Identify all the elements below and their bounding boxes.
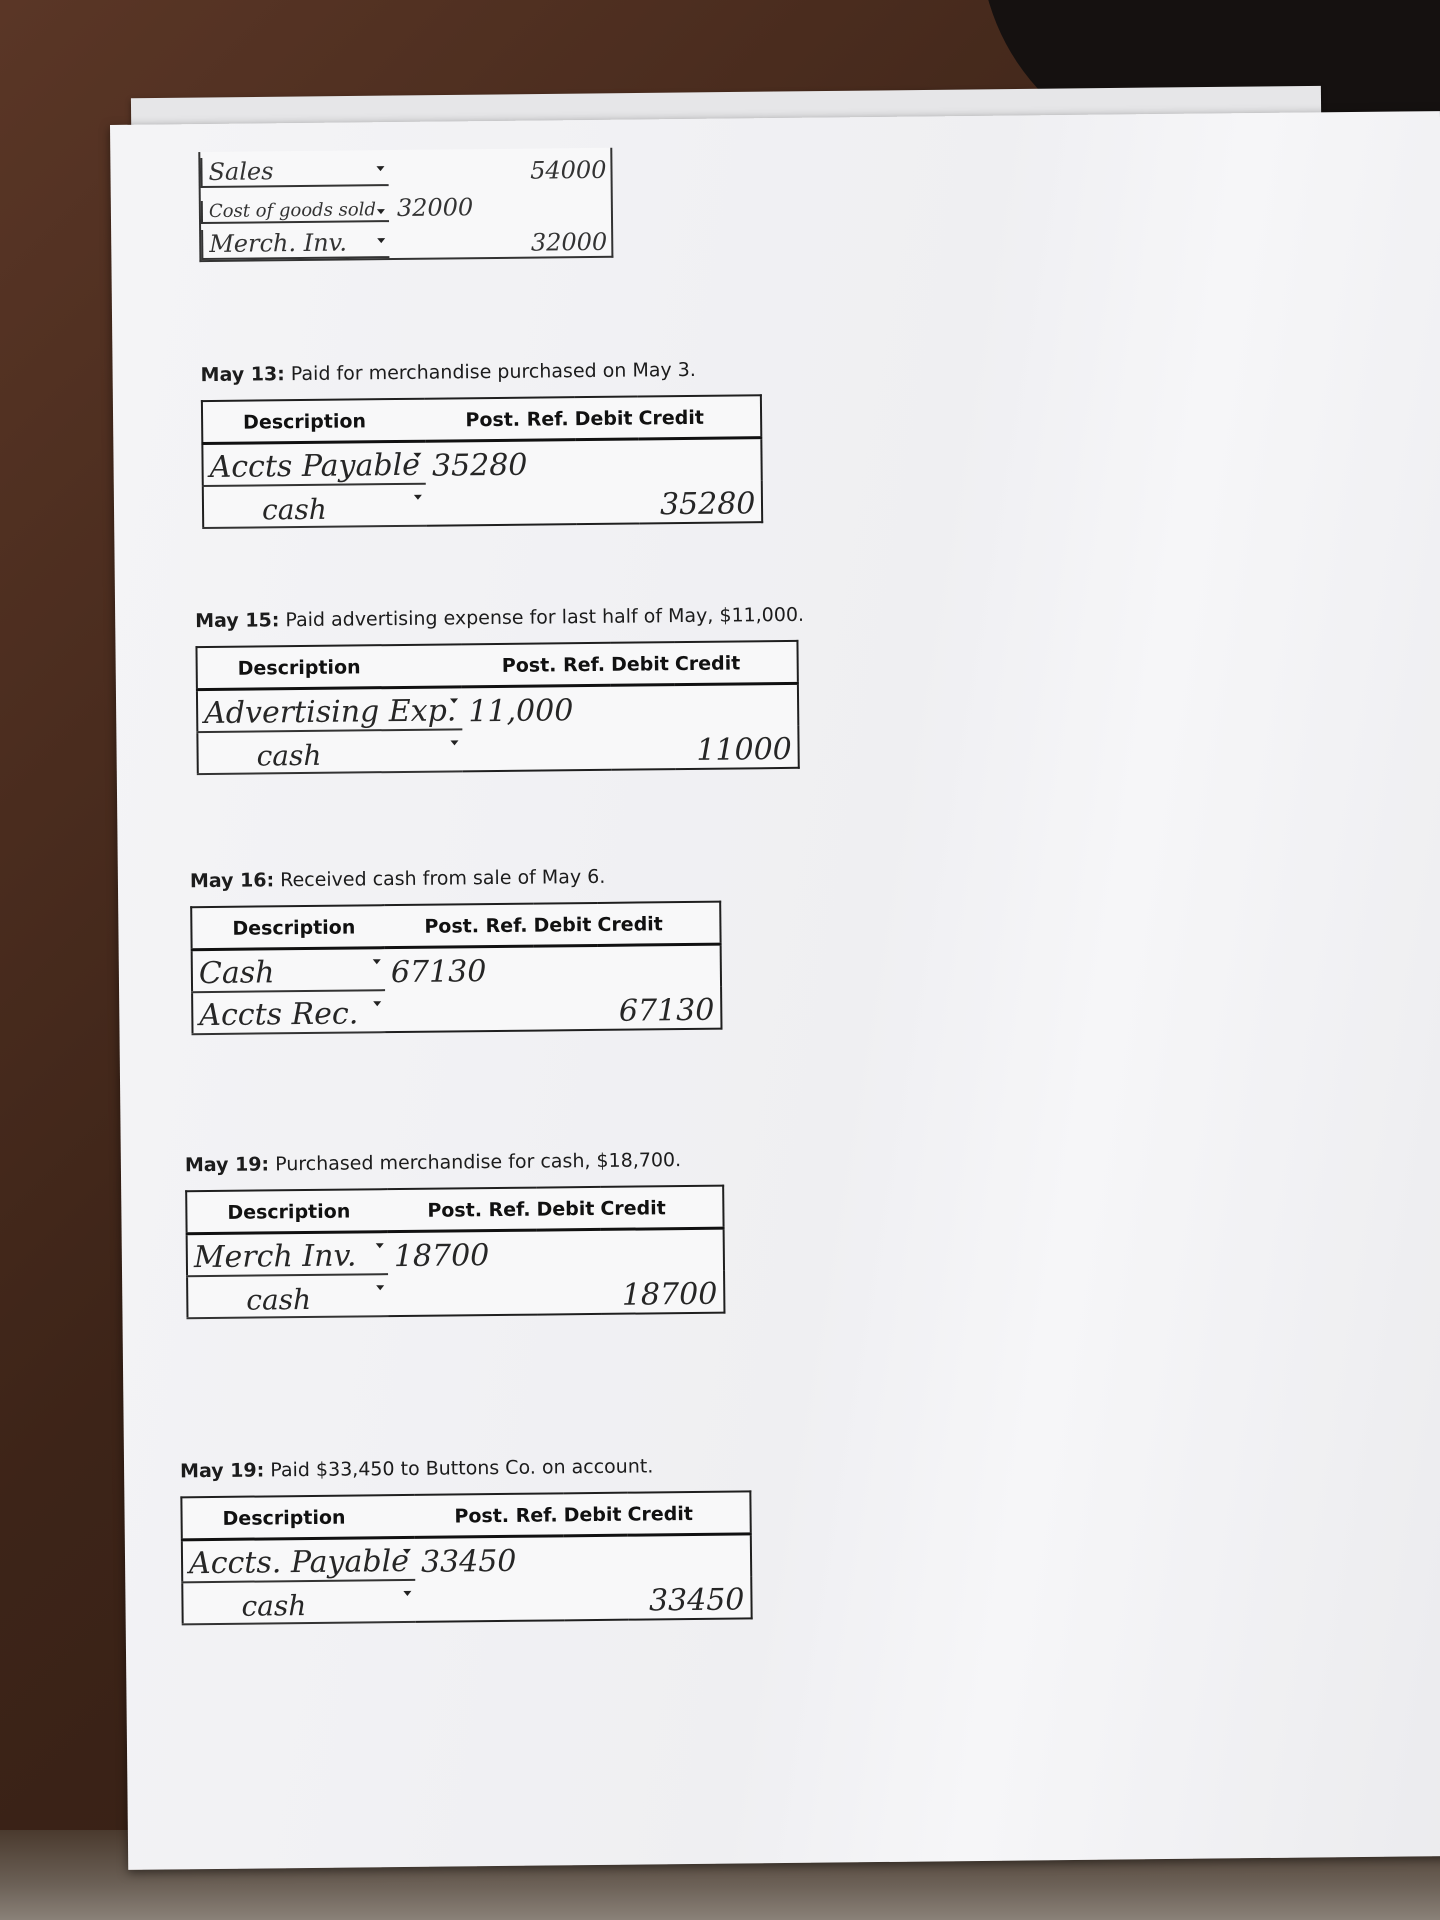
entry-text: Received cash from sale of May 6. bbox=[280, 865, 606, 892]
table-row bbox=[203, 480, 763, 528]
debit-header: Debit bbox=[536, 1187, 600, 1230]
table-row bbox=[201, 184, 611, 224]
description-cell[interactable]: Cost of goods sold bbox=[201, 199, 389, 224]
description-cell[interactable]: Merch Inv. bbox=[187, 1232, 388, 1277]
dropdown-arrow-icon[interactable] bbox=[403, 1549, 411, 1554]
dropdown-arrow-icon[interactable] bbox=[450, 698, 458, 703]
worksheet-page bbox=[110, 111, 1440, 1870]
entry-date: May 19: bbox=[184, 1153, 270, 1177]
journal-entry-may-15 bbox=[195, 604, 806, 775]
debit-cell[interactable] bbox=[389, 257, 507, 258]
table-header-row bbox=[191, 902, 720, 950]
entry-text: Purchased merchandise for cash, $18,700. bbox=[275, 1149, 682, 1176]
credit-header: Credit bbox=[600, 1186, 723, 1230]
credit-cell[interactable] bbox=[598, 944, 721, 988]
description-header: Description bbox=[191, 905, 384, 950]
table-row bbox=[192, 944, 721, 992]
debit-header: Debit bbox=[533, 903, 597, 946]
dropdown-arrow-icon[interactable] bbox=[377, 209, 385, 214]
debit-cell[interactable]: 33450 bbox=[420, 1543, 517, 1580]
post-ref-header: Post. Ref. bbox=[425, 397, 575, 441]
journal-table bbox=[185, 1185, 725, 1320]
credit-cell[interactable]: 67130 bbox=[618, 992, 715, 1029]
partial-journal-table bbox=[198, 148, 613, 262]
journal-entry-may-13 bbox=[201, 358, 764, 529]
table-row bbox=[201, 220, 611, 260]
credit-cell[interactable] bbox=[628, 1534, 751, 1578]
debit-cell[interactable]: 11,000 bbox=[468, 693, 574, 730]
credit-header: Credit bbox=[675, 641, 798, 685]
debit-cell[interactable]: 18700 bbox=[393, 1238, 490, 1275]
credit-header: Credit bbox=[627, 1491, 750, 1535]
journal-entry-may-16 bbox=[190, 865, 723, 1036]
debit-cell[interactable] bbox=[415, 1578, 628, 1622]
description-cell[interactable]: cash bbox=[182, 1580, 415, 1624]
entry-date: May 19: bbox=[179, 1459, 265, 1483]
description-cell[interactable]: Accts Rec. bbox=[192, 990, 385, 1034]
debit-cell[interactable] bbox=[426, 481, 639, 525]
table-header-row bbox=[186, 1186, 723, 1234]
post-ref-header: Post. Ref. bbox=[384, 904, 534, 948]
dropdown-arrow-icon[interactable] bbox=[376, 166, 384, 171]
post-ref-header: Post. Ref. bbox=[462, 643, 612, 687]
post-ref-header: Post. Ref. bbox=[414, 1493, 564, 1537]
table-row bbox=[197, 683, 799, 732]
credit-cell[interactable] bbox=[601, 1228, 724, 1272]
description-cell[interactable]: Advertising Exp. bbox=[197, 687, 463, 732]
dropdown-arrow-icon[interactable] bbox=[376, 1285, 384, 1290]
entry-text: Paid for merchandise purchased on May 3. bbox=[290, 358, 696, 386]
credit-cell[interactable] bbox=[639, 438, 762, 482]
credit-cell[interactable]: 35280 bbox=[659, 486, 756, 523]
debit-header: Debit bbox=[611, 642, 675, 685]
table-row bbox=[187, 1228, 724, 1276]
entry-prompt bbox=[180, 1454, 751, 1482]
entry-prompt bbox=[195, 604, 804, 632]
credit-cell[interactable]: 11000 bbox=[696, 731, 792, 768]
debit-header: Debit bbox=[563, 1493, 627, 1536]
description-header: Description bbox=[181, 1495, 414, 1540]
credit-cell[interactable]: 54000 bbox=[529, 155, 607, 185]
description-cell[interactable]: Sales bbox=[200, 156, 388, 188]
description-cell[interactable]: cash bbox=[197, 729, 463, 774]
table-header-row bbox=[181, 1491, 750, 1539]
table-row bbox=[192, 987, 721, 1035]
entry-date: May 15: bbox=[195, 609, 280, 633]
journal-table bbox=[180, 1490, 752, 1625]
entry-text: Paid advertising expense for last half of May, $11,000. bbox=[285, 603, 805, 632]
dropdown-arrow-icon[interactable] bbox=[377, 238, 385, 243]
credit-cell[interactable]: 18700 bbox=[621, 1276, 718, 1313]
debit-header: Debit bbox=[574, 396, 638, 439]
table-row bbox=[200, 148, 610, 188]
description-cell[interactable]: Accts Payable bbox=[202, 441, 426, 486]
journal-table bbox=[201, 394, 764, 529]
entry-text: Paid $33,450 to Buttons Co. on account. bbox=[270, 1455, 654, 1482]
description-cell[interactable]: Cash bbox=[192, 948, 385, 993]
credit-header: Credit bbox=[597, 902, 720, 946]
description-cell[interactable]: cash bbox=[187, 1274, 388, 1318]
debit-cell[interactable]: 67130 bbox=[390, 954, 487, 991]
debit-cell[interactable]: 32000 bbox=[396, 193, 474, 222]
credit-cell[interactable] bbox=[675, 683, 798, 727]
table-row bbox=[182, 1576, 751, 1624]
description-header: Description bbox=[186, 1189, 387, 1234]
dropdown-arrow-icon[interactable] bbox=[414, 495, 422, 500]
post-ref-header: Post. Ref. bbox=[387, 1188, 537, 1232]
entry-prompt bbox=[190, 865, 721, 893]
entry-date: May 13: bbox=[200, 363, 285, 387]
dropdown-arrow-icon[interactable] bbox=[373, 1001, 381, 1006]
journal-table bbox=[195, 640, 800, 775]
description-cell[interactable]: Accts. Payable bbox=[182, 1537, 415, 1582]
debit-cell[interactable]: 35280 bbox=[431, 447, 528, 484]
table-header-row bbox=[202, 395, 762, 443]
dropdown-arrow-icon[interactable] bbox=[373, 959, 381, 964]
dropdown-arrow-icon[interactable] bbox=[403, 1591, 411, 1596]
description-cell[interactable]: cash bbox=[203, 484, 427, 528]
table-row bbox=[197, 726, 799, 774]
table-header-row bbox=[196, 641, 798, 690]
credit-cell[interactable]: 33450 bbox=[648, 1582, 745, 1619]
debit-cell[interactable] bbox=[463, 727, 676, 771]
entry-prompt bbox=[201, 358, 763, 386]
table-row bbox=[187, 1271, 724, 1319]
dropdown-arrow-icon[interactable] bbox=[451, 740, 459, 745]
table-row bbox=[182, 1534, 751, 1582]
dropdown-arrow-icon[interactable] bbox=[414, 453, 422, 458]
journal-entry-may-19-purchase bbox=[185, 1149, 726, 1320]
journal-entry-may-19-payment bbox=[180, 1454, 753, 1625]
entry-prompt bbox=[185, 1149, 724, 1177]
credit-cell[interactable]: 32000 bbox=[530, 227, 608, 257]
entry-date: May 16: bbox=[189, 869, 275, 893]
description-cell[interactable]: Merch. Inv. bbox=[201, 228, 389, 260]
description-header: Description bbox=[196, 644, 462, 689]
journal-table bbox=[190, 901, 722, 1036]
debit-cell[interactable] bbox=[388, 1272, 601, 1316]
credit-header: Credit bbox=[638, 395, 761, 439]
dropdown-arrow-icon[interactable] bbox=[376, 1243, 384, 1248]
table-row bbox=[202, 438, 762, 486]
description-header: Description bbox=[202, 399, 426, 444]
debit-cell[interactable] bbox=[385, 988, 598, 1032]
partial-table-body bbox=[198, 148, 613, 262]
